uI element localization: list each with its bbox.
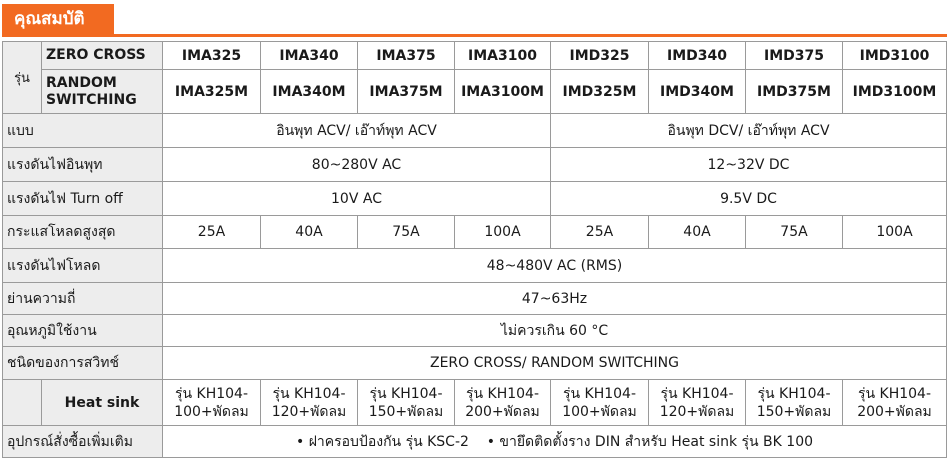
turn-off-dc: 9.5V DC (551, 182, 947, 216)
temperature-value: ไม่ควรเกิน 60 °C (163, 315, 947, 347)
type-ac: อินพุท ACV/ เอ๊าท์พุท ACV (163, 114, 551, 148)
header-rule (2, 34, 947, 37)
row-random (3, 70, 947, 114)
input-voltage-dc: 12~32V DC (551, 148, 947, 182)
heat-sink-cell (843, 380, 947, 426)
heat-sink-line1: รุ่น KH104- (369, 385, 443, 402)
heat-sink-spacer (3, 380, 42, 426)
heat-sink-line2: 200+พัดลม (857, 403, 932, 420)
section-header (0, 0, 949, 40)
heat-sink-line2: 100+พัดลม (562, 403, 637, 420)
rs-model-cell: IMA375M (358, 70, 455, 114)
max-current-cell: 75A (358, 216, 455, 249)
zc-model-cell: IMD375 (746, 42, 843, 70)
heat-sink-cell (649, 380, 746, 426)
heat-sink-line1: รุ่น KH104- (272, 385, 346, 402)
rs-model-cell: IMD325M (551, 70, 649, 114)
max-current-label: กระแสโหลดสูงสุด (3, 216, 163, 249)
row-temperature (3, 315, 947, 347)
accessories-value: • ฝาครอบป้องกัน รุ่น KSC-2 • ขายึดติดตั้งราง DIN สำหรับ Heat sink รุ่น BK 100 (163, 426, 947, 458)
heat-sink-line1: รุ่น KH104- (660, 385, 734, 402)
heat-sink-line2: 150+พัดลม (756, 403, 832, 420)
random-switching-label: RANDOM SWITCHING (42, 70, 163, 114)
max-current-cell: 25A (163, 216, 261, 249)
row-turn-off (3, 182, 947, 216)
rs-model-cell: IMA340M (261, 70, 358, 114)
zc-model-cell: IMA375 (358, 42, 455, 70)
heat-sink-line1: รุ่น KH104- (465, 385, 540, 402)
type-label: แบบ (3, 114, 163, 148)
spec-table (2, 41, 947, 458)
switching-label: ชนิดของการสวิทช์ (3, 347, 163, 380)
load-voltage-value: 48~480V AC (RMS) (163, 249, 947, 283)
heat-sink-line2: 120+พัดลม (659, 403, 735, 420)
heat-sink-line1: รุ่น KH104- (174, 385, 249, 402)
rs-model-cell: IMD3100M (843, 70, 947, 114)
max-current-cell: 100A (455, 216, 551, 249)
max-current-cell: 25A (551, 216, 649, 249)
row-type (3, 114, 947, 148)
row-input-voltage (3, 148, 947, 182)
load-voltage-label: แรงดันไฟโหลด (3, 249, 163, 283)
max-current-cell: 40A (261, 216, 358, 249)
rs-model-cell: IMA3100M (455, 70, 551, 114)
heat-sink-line2: 200+พัดลม (465, 403, 540, 420)
type-dc: อินพุท DCV/ เอ๊าท์พุท ACV (551, 114, 947, 148)
frequency-label: ย่านความถี่ (3, 283, 163, 315)
row-max-current (3, 216, 947, 249)
heat-sink-line2: 100+พัดลม (174, 403, 249, 420)
row-heat-sink (3, 380, 947, 426)
heat-sink-line2: 150+พัดลม (368, 403, 444, 420)
row-frequency (3, 283, 947, 315)
heat-sink-line1: รุ่น KH104- (757, 385, 831, 402)
max-current-cell: 40A (649, 216, 746, 249)
input-voltage-ac: 80~280V AC (163, 148, 551, 182)
temperature-label: อุณหภูมิใช้งาน (3, 315, 163, 347)
zc-model-cell: IMA3100 (455, 42, 551, 70)
heat-sink-cell (455, 380, 551, 426)
heat-sink-label: Heat sink (42, 380, 163, 426)
turn-off-ac: 10V AC (163, 182, 551, 216)
heat-sink-line1: รุ่น KH104- (562, 385, 637, 402)
zc-model-cell: IMA325 (163, 42, 261, 70)
row-load-voltage (3, 249, 947, 283)
switching-value: ZERO CROSS/ RANDOM SWITCHING (163, 347, 947, 380)
input-voltage-label: แรงดันไฟอินพุท (3, 148, 163, 182)
rs-model-cell: IMA325M (163, 70, 261, 114)
zc-model-cell: IMD3100 (843, 42, 947, 70)
heat-sink-line2: 120+พัดลม (271, 403, 347, 420)
section-title: คุณสมบัติ (2, 4, 114, 34)
zero-cross-label: ZERO CROSS (42, 42, 163, 70)
zc-model-cell: IMA340 (261, 42, 358, 70)
row-accessories (3, 426, 947, 458)
zc-model-cell: IMD340 (649, 42, 746, 70)
row-zero-cross (3, 42, 947, 70)
heat-sink-cell (261, 380, 358, 426)
turn-off-label: แรงดันไฟ Turn off (3, 182, 163, 216)
heat-sink-cell (163, 380, 261, 426)
heat-sink-cell (746, 380, 843, 426)
row-switching (3, 347, 947, 380)
rs-model-cell: IMD340M (649, 70, 746, 114)
rs-model-cell: IMD375M (746, 70, 843, 114)
model-label: รุ่น (3, 42, 42, 114)
max-current-cell: 100A (843, 216, 947, 249)
accessories-label: อุปกรณ์สั่งซื้อเพิ่มเติม (3, 426, 163, 458)
frequency-value: 47~63Hz (163, 283, 947, 315)
max-current-cell: 75A (746, 216, 843, 249)
heat-sink-cell (551, 380, 649, 426)
heat-sink-line1: รุ่น KH104- (857, 385, 932, 402)
heat-sink-cell (358, 380, 455, 426)
zc-model-cell: IMD325 (551, 42, 649, 70)
